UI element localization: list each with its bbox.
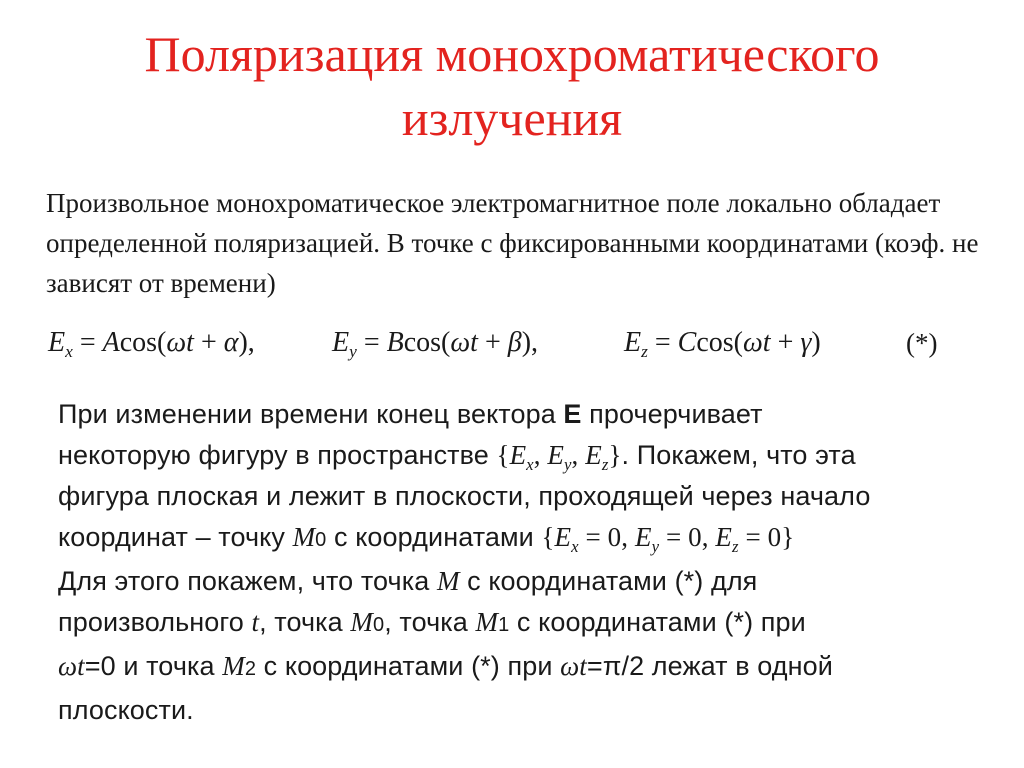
explanation-line-8: плоскости. [58, 695, 194, 725]
formula-ex: $E_x = Acos(\omega t + \alpha)$, [48, 327, 255, 362]
explanation-line-6: произвольного t, точка M0, точка M1 с координатами (*) при [58, 607, 806, 637]
explanation-line-4: координат – точку M0 с координатами {$E_x = 0$, $E_y = 0$, $E_z = 0$} [58, 522, 795, 556]
origin-coordinates: {$E_x = 0$, $E_y = 0$, $E_z = 0$} [541, 522, 795, 556]
formula-ez: $E_z = Ccos(\omega t + \gamma)$ [624, 327, 821, 362]
formula-ey: $E_y = Bcos(\omega t + \beta)$, [332, 327, 539, 362]
explanation-line-2: некоторую фигуру в пространстве {$E_x$, $E_y$, $E_z$}. Покажем, что эта [58, 440, 856, 474]
explanation-line-7: ωt=0 и точка M2 с координатами (*) при ωt=π/2 лежат в одной [58, 651, 833, 681]
coordinate-set: {$E_x$, $E_y$, $E_z$} [496, 440, 622, 474]
field-component-formulas [48, 318, 998, 368]
title-line-2: излучения [401, 90, 623, 146]
title-line-1: Поляризация монохроматического [144, 26, 880, 82]
explanation-line-5: Для этого покажем, что точка M с координатами (*) для [58, 566, 758, 596]
slide-title [0, 22, 1024, 150]
formula-marker: (*) [906, 328, 938, 358]
explanation-paragraph [58, 394, 1008, 731]
intro-paragraph: Произвольное монохроматическое электромагнитное поле локально обладает определенной поляризацией. В точке с фиксированными координатами (коэф. не зависят от времени) [46, 188, 979, 298]
explanation-line-1: При изменении времени конец вектора E прочерчивает [58, 399, 763, 429]
explanation-line-3: фигура плоская и лежит в плоскости, проходящей через начало [58, 481, 871, 511]
